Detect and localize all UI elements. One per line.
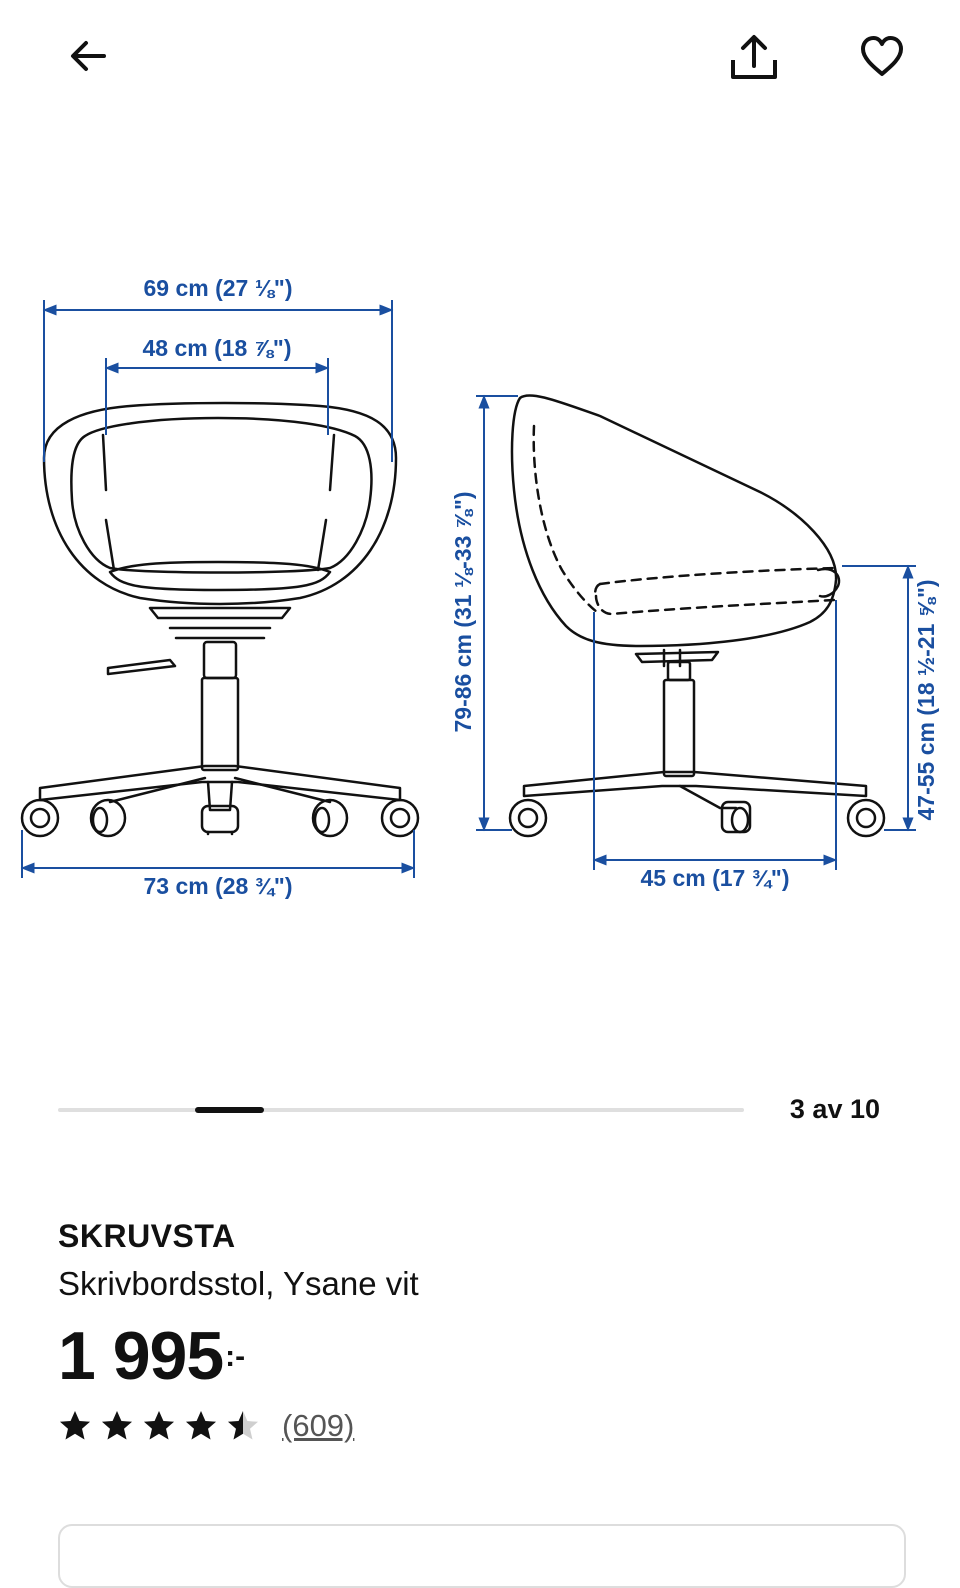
star-full-icon xyxy=(184,1409,218,1443)
dim-side-seat-depth: 45 cm (17 ¾") xyxy=(640,865,790,891)
pager-count: 3 av 10 xyxy=(789,1094,880,1124)
dim-side-seat-height: 47-55 cm (18 ½-21 ⅝") xyxy=(913,579,939,821)
star-full-icon xyxy=(58,1409,92,1443)
product-rating[interactable] xyxy=(58,1408,918,1444)
product-info xyxy=(58,1214,918,1444)
back-button[interactable] xyxy=(58,28,118,84)
share-upload-icon xyxy=(726,32,782,84)
bottom-card[interactable] xyxy=(58,1524,906,1588)
dim-front-base-width: 73 cm (28 ¾") xyxy=(143,873,293,899)
price-value: 1 995 xyxy=(58,1318,224,1394)
favorite-button[interactable] xyxy=(852,28,912,84)
star-full-icon xyxy=(100,1409,134,1443)
product-price xyxy=(58,1320,918,1392)
product-description: Skrivbordsstol, Ysane vit xyxy=(58,1265,419,1302)
front-view-chair xyxy=(22,403,418,836)
pager-track[interactable] xyxy=(58,1108,744,1112)
product-name: SKRUVSTA xyxy=(58,1218,236,1254)
star-half-icon xyxy=(226,1409,260,1443)
product-image-gallery[interactable] xyxy=(0,230,960,930)
chair-dimension-drawing xyxy=(0,230,960,930)
share-button[interactable] xyxy=(722,30,786,86)
pager-thumb[interactable] xyxy=(195,1107,264,1113)
top-bar xyxy=(0,0,960,120)
dim-front-overall-width: 69 cm (27 ⅛") xyxy=(143,275,293,301)
price-suffix: :- xyxy=(225,1340,246,1373)
heart-outline-icon xyxy=(858,34,906,78)
side-view-chair xyxy=(510,395,884,836)
arrow-left-icon xyxy=(64,32,112,80)
image-pager xyxy=(58,1092,888,1128)
review-count-link[interactable]: (609) xyxy=(282,1408,355,1443)
side-dimension-lines xyxy=(476,396,916,870)
dim-front-seat-width: 48 cm (18 ⅞") xyxy=(142,335,292,361)
star-full-icon xyxy=(142,1409,176,1443)
rating-stars xyxy=(58,1409,260,1443)
dim-side-height: 79-86 cm (31 ⅛-33 ⅞") xyxy=(450,491,476,733)
